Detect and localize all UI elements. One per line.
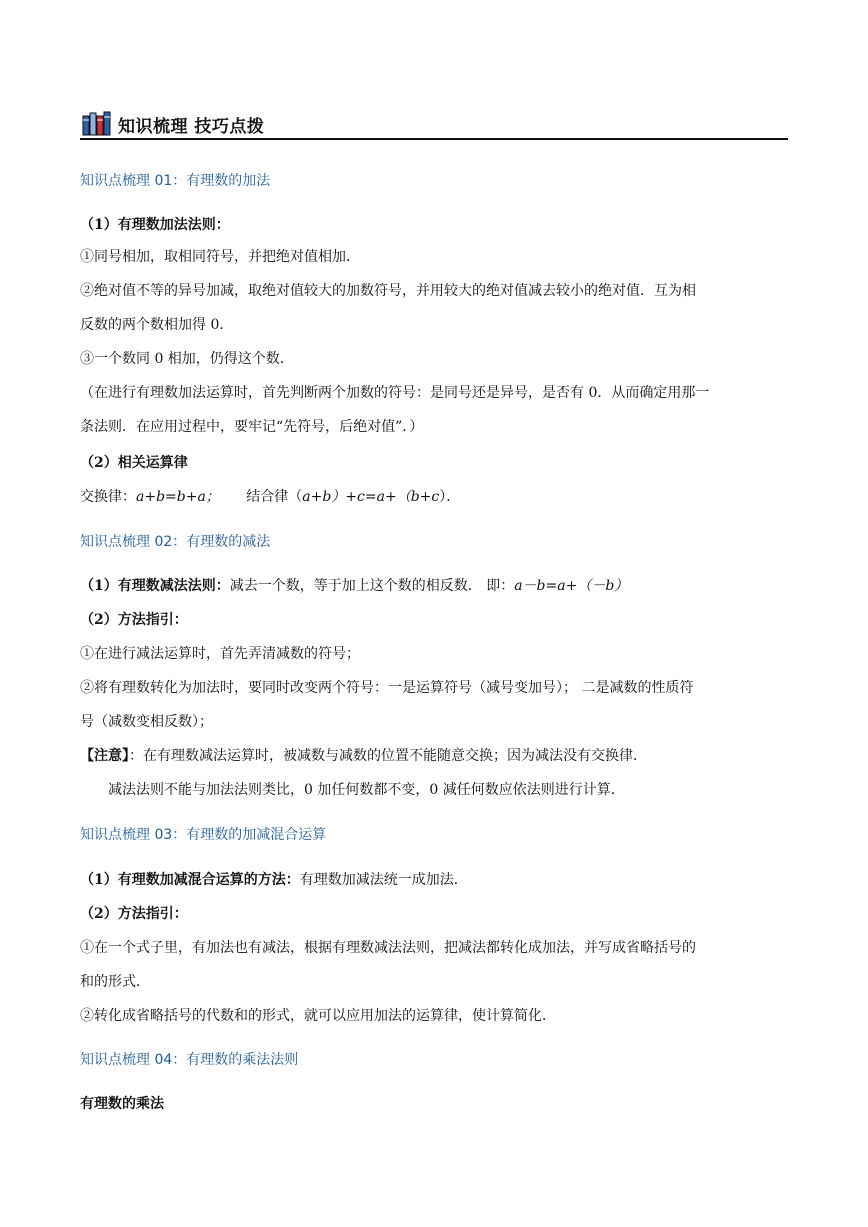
laws-prefix: 交换律： <box>80 489 136 505</box>
mixed-rule-title: （1）有理数加减混合运算的方法： <box>80 872 300 888</box>
mixed-method-1a: ①在一个式子里，有加法也有减法，根据有理数减法法则，把减法都转化成加法，并写成省略括号的 <box>80 940 696 956</box>
subtraction-rule-title: （1）有理数减法法则： <box>80 578 230 594</box>
addition-rule-3: ③一个数同 0 相加，仍得这个数． <box>80 351 294 367</box>
addition-rule-2a: ②绝对值不等的异号加减，取绝对值较大的加数符号，并用较大的绝对值减去较小的绝对值．互为相 <box>80 283 696 299</box>
subtraction-note-2: 减法法则不能与加法法则类比，0 加任何数都不变，0 减任何数应依法则进行计算． <box>108 782 625 798</box>
subtraction-method-2b: 号（减数变相反数）； <box>80 714 213 730</box>
addition-rule-2b: 反数的两个数相加得 0． <box>80 317 234 333</box>
subtraction-method-1: ①在进行减法运算时，首先弄清减数的符号； <box>80 646 360 662</box>
section-heading-03: 知识点梳理 03：有理数的加减混合运算 <box>80 827 327 843</box>
section-heading-01: 知识点梳理 01：有理数的加法 <box>80 173 271 189</box>
subtraction-method-title: （2）方法指引： <box>80 612 188 628</box>
books-icon <box>82 110 112 136</box>
addition-rule-1: ①同号相加，取相同符号，并把绝对值相加． <box>80 249 360 265</box>
commutative-law: a+b=b+a； <box>136 489 220 505</box>
section-heading-02: 知识点梳理 02：有理数的减法 <box>80 534 271 550</box>
addition-rule-title: （1）有理数加法法则： <box>80 217 230 233</box>
associative-label: 结合律（ <box>246 489 303 505</box>
subtraction-note: 【注意】：在有理数减法运算时，被减数与减数的位置不能随意交换；因为减法没有交换律． <box>80 748 647 764</box>
multiplication-subtitle: 有理数的乘法 <box>80 1096 164 1112</box>
mixed-method-title: （2）方法指引： <box>80 906 188 922</box>
subtraction-method-2a: ②将有理数转化为加法时，要同时改变两个符号：一是运算符号（减号变加号）； 二是减数的性质符 <box>80 680 694 696</box>
header-underline <box>80 138 788 140</box>
subtraction-rule: （1）有理数减法法则：减去一个数，等于加上这个数的相反数． 即：a－b=a+（－b） <box>80 578 629 594</box>
section-header <box>80 108 788 142</box>
laws-line: 交换律：a+b=b+a； 结合律（a+b）+c=a+（b+c）． <box>80 489 461 505</box>
mixed-rule: （1）有理数加减混合运算的方法：有理数加减法统一成加法． <box>80 872 468 888</box>
laws-title: （2）相关运算律 <box>80 455 188 471</box>
header-title: 知识梳理 技巧点拨 <box>118 117 265 137</box>
note-label: 【注意】 <box>80 748 129 764</box>
addition-note-a: （在进行有理数加法运算时，首先判断两个加数的符号：是同号还是异号，是否有 0．从而确定用那一 <box>80 385 710 401</box>
addition-note-b: 条法则．在应用过程中，要牢记“先符号，后绝对值”．） <box>80 419 424 435</box>
section-heading-04: 知识点梳理 04：有理数的乘法法则 <box>80 1052 299 1068</box>
mixed-method-1b: 和的形式． <box>80 974 150 990</box>
mixed-method-2: ②转化成省略括号的代数和的形式，就可以应用加法的运算律，使计算简化． <box>80 1008 556 1024</box>
